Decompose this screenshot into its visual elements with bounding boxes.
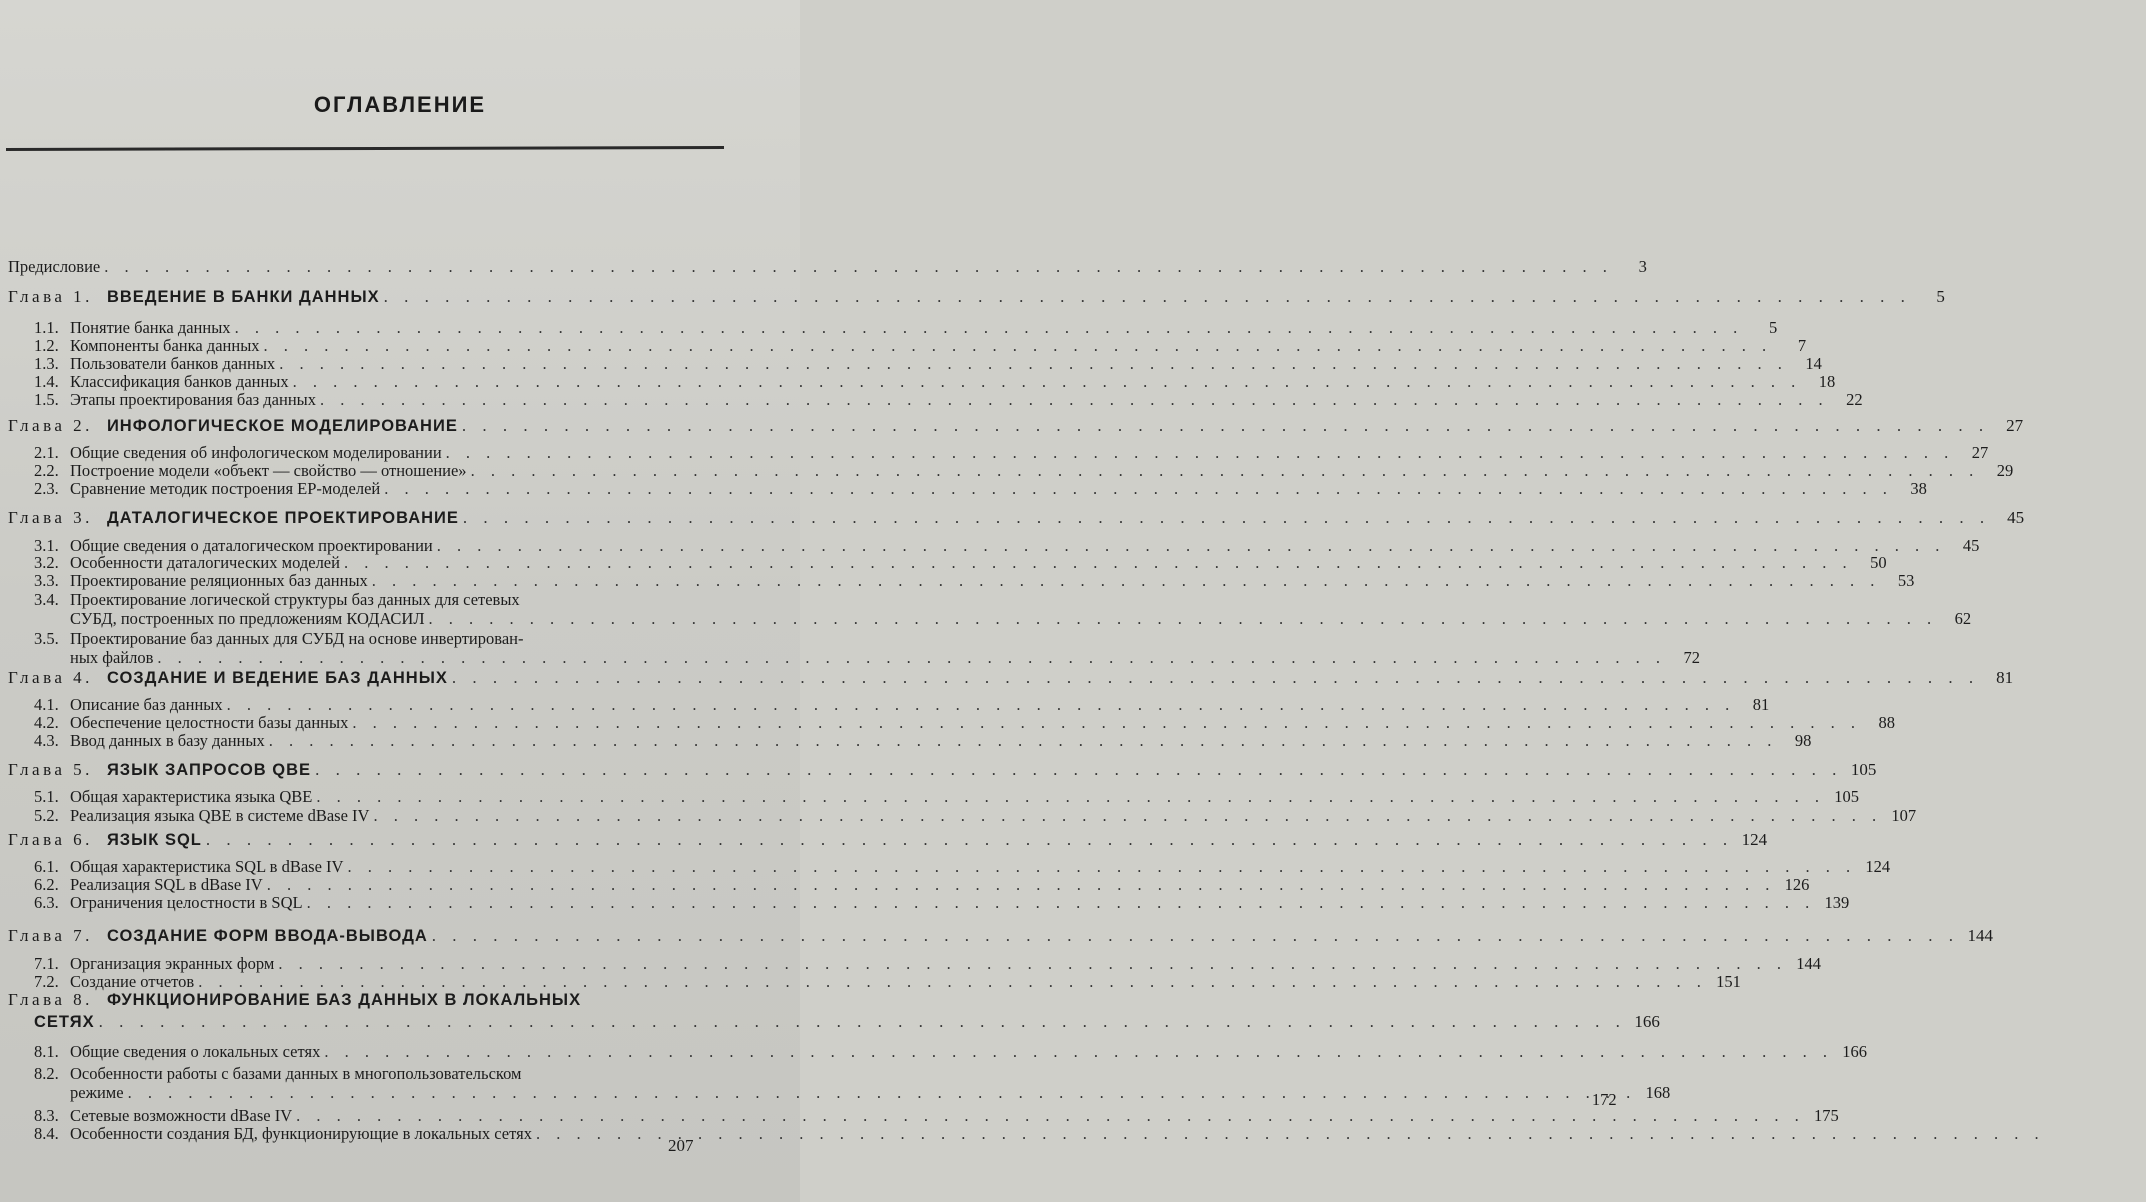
- page-ref: 45: [2007, 508, 2025, 527]
- chapter-title: ЯЗЫК SQL: [106, 831, 202, 849]
- toc-row-preface: [8, 257, 1647, 277]
- toc-row-chapter: [8, 287, 1945, 307]
- section-label: [8, 553, 340, 573]
- section-title: Общая характеристика языка QBE: [70, 787, 313, 806]
- page-ref: 172: [1591, 1090, 1617, 1109]
- page-ref: 105: [1850, 760, 1877, 779]
- page-ref: 72: [1683, 648, 1701, 667]
- toc-row-section: [8, 390, 1863, 410]
- section-label: [8, 461, 467, 481]
- section-title: Ввод данных в базу данных: [70, 731, 265, 750]
- page-ref: 151: [1716, 972, 1741, 991]
- toc-row-chapter: [8, 926, 1993, 946]
- section-title: Ограничения целостности в SQL: [70, 893, 303, 912]
- leader-dots: [372, 571, 1881, 591]
- page-ref: 175: [1814, 1106, 1839, 1125]
- page-ref: 168: [1645, 1083, 1671, 1102]
- section-number: 1.3.: [34, 354, 59, 373]
- chapter-title: ДАТАЛОГИЧЕСКОЕ ПРОЕКТИРОВАНИЕ: [106, 509, 459, 527]
- section-title: Проектирование реляционных баз данных: [70, 571, 368, 590]
- chapter-title-cont: СЕТЯХ: [34, 1013, 95, 1031]
- section-label: [8, 893, 303, 913]
- toc-row-section: [8, 590, 732, 610]
- leader-dots: [347, 857, 1856, 877]
- section-title: Организация экранных форм: [70, 954, 275, 973]
- section-title-cont: СУБД, построенных по предложениям КОДАСИЛ: [70, 609, 425, 628]
- toc-row-chapter: [8, 990, 732, 1010]
- section-title: Компоненты банка данных: [70, 336, 260, 355]
- leader-dots: [344, 553, 1853, 573]
- toc-row-chapter-cont: [8, 1012, 1660, 1032]
- page-ref: 53: [1897, 571, 1915, 590]
- section-number: 5.1.: [34, 787, 59, 806]
- section-title: Создание отчетов: [70, 972, 195, 991]
- section-number: 8.4.: [34, 1124, 59, 1143]
- section-label: [8, 336, 260, 356]
- toc-row-section: [8, 461, 2014, 481]
- section-label: [8, 590, 520, 610]
- section-title: Построение модели «объект — свойство — отношение»: [70, 461, 467, 480]
- toc-row-chapter: [8, 830, 1768, 850]
- section-label: [8, 390, 316, 410]
- toc-row-section: [8, 336, 1807, 356]
- toc-row-section: [8, 713, 1895, 733]
- section-label: [8, 1124, 532, 1144]
- page-ref: 124: [1741, 830, 1768, 849]
- section-title: Реализация SQL в dBase IV: [70, 875, 263, 894]
- section-label: [8, 713, 348, 733]
- section-label: [8, 875, 263, 895]
- toc-row-chapter: [8, 668, 2014, 688]
- toc-row-section: [8, 875, 1810, 895]
- section-number: 2.1.: [34, 443, 59, 462]
- section-title: Общие сведения о даталогическом проектировании: [70, 536, 433, 555]
- toc-row-section: [8, 954, 1821, 974]
- section-number: 3.1.: [34, 536, 59, 555]
- page-ref: 105: [1834, 787, 1860, 806]
- page-ref: 45: [1962, 536, 1980, 555]
- leader-dots: [536, 1124, 2045, 1144]
- chapter-title: ВВЕДЕНИЕ В БАНКИ ДАННЫХ: [106, 288, 380, 306]
- page-ref: 27: [1971, 443, 1989, 462]
- section-label: [8, 857, 343, 877]
- page-ref: 126: [1784, 875, 1810, 894]
- section-label: [8, 731, 265, 751]
- section-label: [8, 954, 274, 974]
- leader-dots: [429, 609, 1938, 629]
- toc-row-section: [8, 806, 1917, 826]
- section-title: Понятие банка данных: [70, 318, 231, 337]
- leader-dots: [452, 668, 1979, 688]
- leader-dots: [471, 461, 1980, 481]
- section-title: Обеспечение целостности базы данных: [70, 713, 349, 732]
- toc-row-section: [8, 731, 1812, 751]
- toc-row-section: [8, 857, 1891, 877]
- leader-dots: [462, 416, 1989, 436]
- chapter-number: Глава 8.: [8, 990, 93, 1009]
- section-title: Общая характеристика SQL в dBase IV: [70, 857, 344, 876]
- section-number: 4.1.: [34, 695, 59, 714]
- chapter-number: Глава 4.: [8, 668, 93, 687]
- section-number: 3.3.: [34, 571, 59, 590]
- section-number: 1.5.: [34, 390, 59, 409]
- page-number: 207: [668, 1136, 694, 1155]
- section-title-cont: ных файлов: [70, 648, 154, 667]
- toc-row-section: [8, 372, 1836, 392]
- leader-dots: [99, 1012, 1626, 1032]
- section-number: 6.2.: [34, 875, 59, 894]
- section-title-cont: режиме: [70, 1083, 124, 1102]
- page-ref: 5: [1936, 287, 1945, 306]
- page-ref: 38: [1910, 479, 1927, 498]
- section-label: [8, 1064, 521, 1084]
- leader-dots: [264, 336, 1773, 356]
- leader-dots: [235, 318, 1744, 338]
- section-title: Описание баз данных: [70, 695, 223, 714]
- page-ref: 98: [1794, 731, 1812, 750]
- section-label: [8, 629, 523, 649]
- section-number: 7.2.: [34, 972, 59, 991]
- leader-dots: [315, 760, 1842, 780]
- section-title: Проектирование логической структуры баз данных для сетевых: [70, 590, 520, 609]
- page-ref: 29: [1996, 461, 2014, 480]
- page-ref: 62: [1954, 609, 1972, 628]
- toc-row-section-cont: [8, 648, 1701, 668]
- section-title: Этапы проектирования баз данных: [70, 390, 316, 409]
- page-ref: 166: [1842, 1042, 1867, 1061]
- section-title: Общие сведения об инфологическом моделировании: [70, 443, 442, 462]
- chapter-number: Глава 1.: [8, 287, 93, 306]
- leader-dots: [316, 787, 1825, 807]
- chapter-title: СОЗДАНИЕ ФОРМ ВВОДА-ВЫВОДА: [106, 927, 428, 945]
- section-title: Реализация языка QBE в системе dBase IV: [70, 806, 370, 825]
- leader-dots: [104, 257, 1613, 277]
- section-number: 8.2.: [34, 1064, 59, 1083]
- section-label: [8, 318, 231, 338]
- chapter-title: ФУНКЦИОНИРОВАНИЕ БАЗ ДАННЫХ В ЛОКАЛЬНЫХ: [106, 991, 582, 1009]
- chapter-label: [8, 760, 311, 780]
- section-number: 2.2.: [34, 461, 59, 480]
- leader-dots: [157, 648, 1666, 668]
- toc-row-section-cont: [8, 609, 1972, 629]
- toc-row-section: [8, 354, 1822, 374]
- section-number: 3.4.: [34, 590, 59, 609]
- toc-row-section: [8, 972, 1741, 992]
- chapter-title: ЯЗЫК ЗАПРОСОВ QBE: [106, 761, 312, 779]
- section-label: [8, 695, 223, 715]
- chapter-number: Глава 7.: [8, 926, 93, 945]
- leader-dots: [320, 390, 1829, 410]
- toc-row-section: [8, 1124, 732, 1144]
- chapter-label: [8, 830, 202, 850]
- page-title: ОГЛАВЛЕНИЕ: [313, 92, 487, 117]
- section-label: [8, 787, 312, 807]
- section-number: 2.3.: [34, 479, 59, 498]
- section-title: Особенности работы с базами данных в многопользовательском: [70, 1064, 522, 1083]
- section-title: Особенности создания БД, функционирующие в локальных сетях: [70, 1124, 532, 1143]
- section-number: 6.3.: [34, 893, 59, 912]
- page-ref: 144: [1796, 954, 1821, 973]
- section-label: [8, 354, 275, 374]
- chapter-number: Глава 5.: [8, 760, 93, 779]
- section-title: Общие сведения о локальных сетях: [70, 1042, 321, 1061]
- toc-row-chapter: [8, 416, 2024, 436]
- section-label: [8, 479, 380, 499]
- section-number: 5.2.: [34, 806, 59, 825]
- chapter-label: [8, 416, 458, 436]
- section-number: 3.5.: [34, 629, 59, 648]
- page-ref: 18: [1818, 372, 1836, 391]
- section-number: 1.4.: [34, 372, 59, 391]
- section-label: [8, 372, 289, 392]
- leader-dots: [227, 695, 1736, 715]
- section-title: Сетевые возможности dBase IV: [70, 1106, 293, 1125]
- section-label: [8, 571, 368, 591]
- section-label: [8, 1042, 320, 1062]
- toc-row-section: [8, 318, 1778, 338]
- section-title: Особенности даталогических моделей: [70, 553, 340, 572]
- page-ref: 144: [1967, 926, 1993, 945]
- chapter-title: ИНФОЛОГИЧЕСКОЕ МОДЕЛИРОВАНИЕ: [106, 417, 458, 435]
- toc-row-section: [8, 443, 1989, 463]
- chapter-label: [8, 287, 380, 307]
- leader-dots: [463, 508, 1990, 528]
- leader-dots: [278, 954, 1787, 974]
- toc-row-chapter: [8, 508, 2025, 528]
- section-title: Проектирование баз данных для СУБД на основе инвертирован-: [70, 629, 524, 648]
- page-ref: 139: [1824, 893, 1850, 912]
- chapter-label: [8, 990, 581, 1010]
- section-number: 4.3.: [34, 731, 59, 750]
- page-ref: 27: [2006, 416, 2024, 435]
- toc-row-chapter: [8, 760, 1877, 780]
- section-label: [8, 806, 369, 826]
- toc-row-section: [8, 479, 1927, 499]
- leader-dots: [293, 372, 1802, 392]
- leader-dots: [307, 893, 1816, 913]
- page-ref: 22: [1846, 390, 1863, 409]
- page-ref: 3: [1638, 257, 1647, 276]
- toc-row-section: [8, 1064, 732, 1084]
- section-number: 6.1.: [34, 857, 59, 876]
- toc-row-section: [8, 1106, 1839, 1126]
- leader-dots: [267, 875, 1776, 895]
- leader-dots: [269, 731, 1778, 751]
- leader-dots: [384, 479, 1893, 499]
- section-label: [8, 1106, 292, 1126]
- page-ref: 50: [1870, 553, 1887, 572]
- page-ref-repeat: 166: [1634, 1012, 1660, 1031]
- page-ref: 81: [1996, 668, 2014, 687]
- leader-dots: [198, 972, 1707, 992]
- leader-dots: [384, 287, 1911, 307]
- page-ref: 124: [1865, 857, 1891, 876]
- leader-dots: [296, 1106, 1805, 1126]
- leader-dots: [352, 713, 1861, 733]
- toc-row-section: [8, 571, 1915, 591]
- section-title: Сравнение методик построения ЕР-моделей: [70, 479, 381, 498]
- section-number: 1.1.: [34, 318, 59, 337]
- toc-row-section: [8, 553, 1887, 573]
- chapter-number: Глава 3.: [8, 508, 93, 527]
- page-ref: 5: [1768, 318, 1778, 337]
- section-label: [8, 972, 194, 992]
- section-number: 8.1.: [34, 1042, 59, 1061]
- section-number: 3.2.: [34, 553, 59, 572]
- toc-row-section: [8, 629, 732, 649]
- chapter-number: Глава 2.: [8, 416, 93, 435]
- toc-row-section: [8, 695, 1770, 715]
- leader-dots: [432, 926, 1959, 946]
- section-title: Классификация банков данных: [70, 372, 289, 391]
- page-ref: 88: [1878, 713, 1895, 732]
- leader-dots: [279, 354, 1788, 374]
- section-label: [8, 443, 442, 463]
- chapter-number: Глава 6.: [8, 830, 93, 849]
- chapter-label: [8, 926, 428, 946]
- section-number: 1.2.: [34, 336, 59, 355]
- preface-label: Предисловие: [8, 257, 101, 276]
- section-number: 8.3.: [34, 1106, 59, 1125]
- section-number: 7.1.: [34, 954, 59, 973]
- chapter-title: СОЗДАНИЕ И ВЕДЕНИЕ БАЗ ДАННЫХ: [106, 669, 448, 687]
- chapter-label: [8, 508, 459, 528]
- leader-dots: [373, 806, 1882, 826]
- leader-dots: [446, 443, 1955, 463]
- chapter-label: [8, 668, 448, 688]
- section-number: 4.2.: [34, 713, 59, 732]
- page-ref: 81: [1752, 695, 1770, 714]
- section-title: Пользователи банков данных: [70, 354, 276, 373]
- leader-dots: [324, 1042, 1833, 1062]
- page-ref: 107: [1891, 806, 1917, 825]
- toc-row-section: [8, 893, 1850, 913]
- page-ref: 14: [1805, 354, 1822, 373]
- toc-row-section: [8, 1042, 1867, 1062]
- toc-row-section: [8, 787, 1860, 807]
- page-ref: 7: [1797, 336, 1807, 355]
- leader-dots: [206, 830, 1733, 850]
